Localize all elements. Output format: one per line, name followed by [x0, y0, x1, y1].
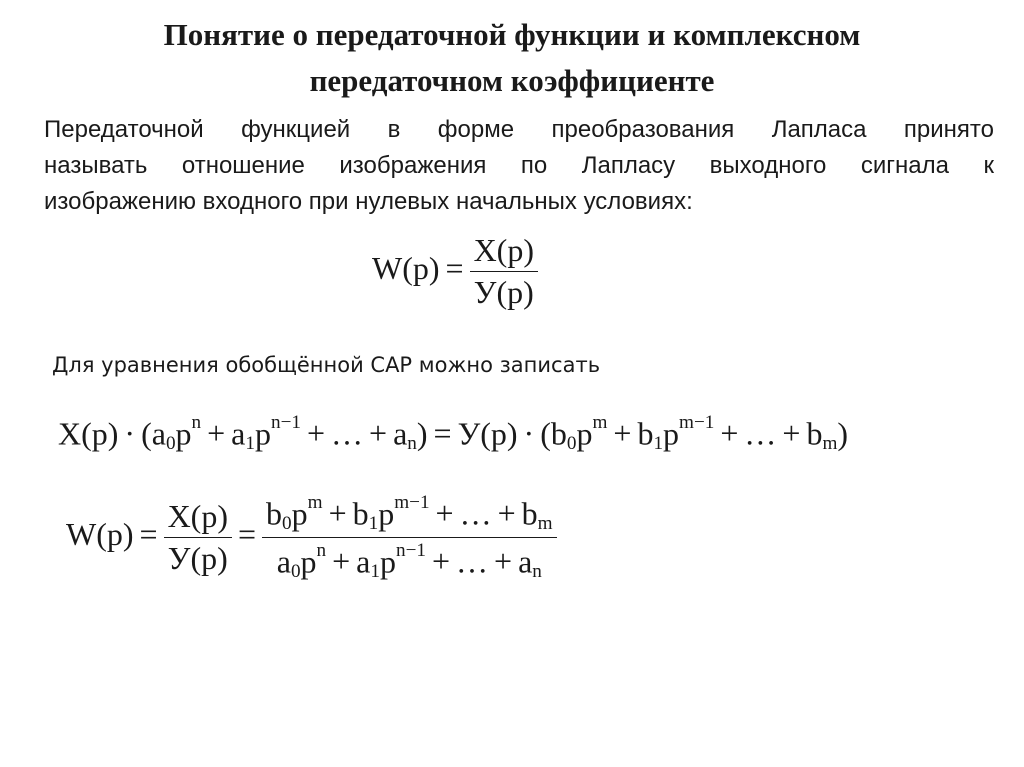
eq3-sub: 0 [282, 513, 292, 535]
eq3-b: b [266, 495, 283, 532]
eq3-sub: m [537, 513, 553, 535]
eq3-num2 [262, 492, 557, 535]
eq2-y: У(p) [457, 415, 518, 452]
formula1-denominator: У(p) [473, 274, 534, 310]
eq2-dots: … [331, 415, 364, 452]
caption-generalized-sar: Для уравнения обобщённой САР можно записать [52, 353, 601, 377]
formula1-fraction [470, 232, 538, 311]
eq2-sub: 0 [566, 433, 577, 455]
paragraph-line-2: называть отношение изображения по Лапласу выходного сигнала к [44, 152, 994, 179]
eq2-dot: · [523, 415, 535, 452]
eq2-dot: · [124, 415, 136, 452]
eq2-sup: m [592, 412, 608, 433]
eq2-p: p [254, 415, 271, 452]
eq2-b: b [637, 415, 654, 452]
eq3-p: p [291, 495, 308, 532]
eq2-p: p [576, 415, 593, 452]
eq3-sup: n [316, 540, 327, 562]
eq3-fraction-xy [164, 498, 232, 577]
fraction-bar [262, 537, 557, 538]
paragraph-line-3: изображению входного при нулевых начальных условиях: [44, 188, 693, 215]
eq2-plus: + [369, 415, 388, 452]
eq2-plus: + [782, 415, 801, 452]
eq2-sup: n−1 [270, 412, 301, 433]
eq3-p: p [300, 543, 317, 580]
eq3-plus: + [431, 543, 451, 580]
eq2-a: a [151, 415, 166, 452]
title-line-1: Понятие о передаточной функции и комплексном [163, 17, 861, 52]
eq2-p: p [663, 415, 680, 452]
eq3-plus: + [435, 495, 454, 532]
eq2-b: b [550, 415, 567, 452]
eq3-sup: m [307, 492, 323, 513]
eq2-x: X(p) [58, 415, 119, 452]
eq3-plus: + [328, 495, 347, 532]
eq3-equals: = [139, 515, 158, 552]
eq3-p: p [378, 495, 395, 532]
eq3-p: p [379, 543, 396, 580]
eq3-b: b [521, 495, 538, 532]
eq3-a: a [276, 543, 291, 580]
eq2-close: ) [837, 415, 849, 452]
eq3-dots: … [456, 543, 489, 580]
eq2-sub: 1 [245, 433, 255, 455]
eq2-sup: m−1 [679, 412, 715, 433]
eq3-plus: + [494, 543, 513, 580]
eq2-close: ) [416, 415, 428, 452]
formula1-numerator: X(p) [473, 232, 534, 268]
eq2-dots: … [744, 415, 777, 452]
eq2-a: a [231, 415, 246, 452]
eq3-fraction-poly [262, 492, 557, 583]
eq2-sub: n [407, 433, 417, 455]
eq2-a: a [393, 415, 408, 452]
fraction-bar [164, 537, 232, 538]
eq2-sub: 0 [165, 433, 176, 455]
eq2-b: b [806, 415, 823, 452]
fraction-bar [470, 271, 538, 272]
eq2-sub: 1 [653, 433, 664, 455]
eq2-sup: n [191, 412, 202, 433]
eq3-sub: 1 [368, 513, 379, 535]
eq3-num1: X(p) [167, 498, 228, 535]
generalized-equation-formula [58, 412, 848, 455]
eq3-equals: = [237, 515, 257, 552]
transfer-function-formula [372, 232, 538, 311]
eq3-sub: n [532, 561, 542, 583]
eq3-dots: … [459, 495, 492, 532]
eq3-sup: n−1 [395, 540, 426, 562]
eq2-equals: = [433, 415, 452, 452]
eq2-plus: + [207, 415, 226, 452]
eq2-sub: m [822, 433, 838, 455]
eq2-open: ( [540, 415, 551, 452]
eq2-plus: + [306, 415, 326, 452]
title-line-2: передаточном коэффициенте [309, 63, 715, 98]
eq3-sup: m−1 [394, 492, 430, 513]
eq3-a: a [518, 543, 533, 580]
formula1-lhs: W(p) [372, 249, 440, 286]
eq2-plus: + [720, 415, 739, 452]
eq3-lhs: W(p) [66, 515, 134, 552]
eq2-open: ( [141, 415, 152, 452]
eq3-sub: 0 [290, 561, 301, 583]
slide-title [0, 12, 1024, 104]
eq3-plus: + [497, 495, 516, 532]
eq3-a: a [356, 543, 371, 580]
eq3-plus: + [332, 543, 351, 580]
eq3-b: b [352, 495, 369, 532]
eq2-p: p [175, 415, 192, 452]
eq2-plus: + [613, 415, 632, 452]
paragraph-line-1: Передаточной функцией в форме преобразования Лапласа принято [44, 116, 994, 143]
formula1-equals: = [445, 249, 464, 286]
eq3-den1: У(p) [167, 540, 228, 577]
transfer-function-polynomial-formula [66, 492, 557, 583]
definition-paragraph [44, 112, 994, 220]
eq3-den2 [262, 540, 557, 583]
eq3-sub: 1 [370, 561, 380, 583]
